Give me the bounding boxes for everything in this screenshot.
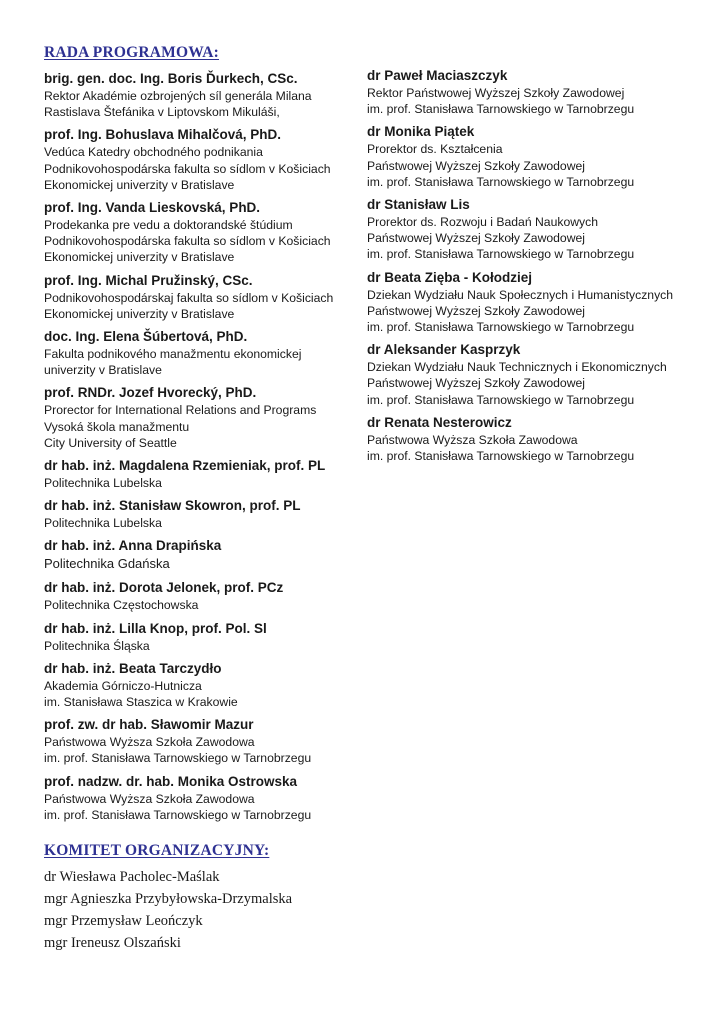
member-affiliation-line: Podnikovohospodárskaj fakulta so sídlom v Košiciach — [44, 290, 334, 305]
member-affiliation-line: Politechnika Lubelska — [44, 476, 162, 491]
member-affiliation-line: Politechnika Częstochowska — [44, 598, 199, 613]
member-affiliation-line: Dziekan Wydziału Nauk Społecznych i Humanistycznych — [367, 287, 674, 302]
council-member — [44, 620, 359, 654]
rada-left-column — [44, 70, 359, 829]
council-member — [367, 196, 717, 263]
member-affiliation-line: Vedúca Katedry obchodného podnikania — [44, 145, 263, 160]
committee-member: mgr Ireneusz Olszański — [44, 935, 181, 951]
member-affiliation-line: City University of Seattle — [44, 435, 177, 450]
member-name: prof. RNDr. Jozef Hvorecký, PhD. — [44, 385, 257, 401]
member-name: doc. Ing. Elena Šúbertová, PhD. — [44, 329, 248, 345]
council-member — [367, 341, 717, 408]
member-affiliation-line: Rektor Akadémie ozbrojených síl generála Milana — [44, 89, 312, 103]
member-name: dr hab. inż. Stanisław Skowron, prof. PL — [44, 498, 301, 514]
member-affiliation-line: im. prof. Stanisława Tarnowskiego w Tarnobrzegu — [367, 102, 635, 117]
member-name: prof. Ing. Bohuslava Mihalčová, PhD. — [44, 127, 282, 143]
member-affiliation-line: im. prof. Stanisława Tarnowskiego w Tarnobrzegu — [44, 807, 312, 822]
member-affiliation-line: Politechnika Śląska — [44, 638, 150, 653]
member-name: dr hab. inż. Anna Drapińska — [44, 538, 222, 554]
member-affiliation-line: Ekonomickej univerzity v Bratislave — [44, 250, 235, 265]
council-member — [44, 660, 359, 710]
member-affiliation-line: Państwowej Wyższej Szkoły Zawodowej — [367, 376, 585, 391]
council-member — [367, 67, 717, 117]
council-member — [44, 328, 359, 378]
member-affiliation-line: Akademia Górniczo-Hutnicza — [44, 678, 202, 693]
member-affiliation-line: Politechnika Gdańska — [44, 556, 170, 572]
member-affiliation-line: univerzity v Bratislave — [44, 363, 162, 378]
komitet-members-list — [44, 866, 292, 954]
member-affiliation-line: Państwowej Wyższej Szkoły Zawodowej — [367, 231, 585, 246]
council-member — [44, 497, 359, 531]
member-affiliation-line: Politechnika Lubelska — [44, 516, 162, 531]
member-affiliation-line: Ekonomickej univerzity v Bratislave — [44, 177, 235, 192]
member-name: dr Aleksander Kasprzyk — [367, 342, 521, 358]
committee-member: mgr Agnieszka Przybyłowska-Drzymalska — [44, 891, 293, 907]
council-member — [44, 272, 359, 322]
member-name: dr hab. inż. Beata Tarczydło — [44, 660, 222, 676]
member-name: dr hab. inż. Dorota Jelonek, prof. PCz — [44, 580, 284, 596]
member-affiliation-line: Podnikovohospodárska fakulta so sídlom v Košiciach — [44, 161, 331, 176]
member-name: dr hab. inż. Magdalena Rzemieniak, prof. PL — [44, 458, 326, 474]
member-affiliation-line: Państwowa Wyższa Szkoła Zawodowa — [44, 791, 255, 806]
member-name: dr Beata Zięba - Kołodziej — [367, 269, 533, 285]
member-affiliation-line: Ekonomickej univerzity v Bratislave — [44, 306, 235, 321]
member-affiliation-line: Prorektor ds. Rozwoju i Badań Naukowych — [367, 215, 598, 230]
member-affiliation-line: im. prof. Stanisława Tarnowskiego w Tarnobrzegu — [367, 247, 635, 262]
komitet-organizacyjny-heading: KOMITET ORGANIZACYJNY: — [44, 842, 270, 859]
member-affiliation-line: Rastislava Štefánika v Liptovskom Mikuláši, — [44, 105, 280, 120]
member-affiliation-line: Prodekanka pre vedu a doktorandské štúdium — [44, 218, 293, 233]
member-affiliation-line: im. prof. Stanisława Tarnowskiego w Tarnobrzegu — [44, 751, 312, 766]
council-member — [44, 70, 359, 120]
member-affiliation-line: im. prof. Stanisława Tarnowskiego w Tarnobrzegu — [367, 320, 635, 335]
committee-member: mgr Przemysław Leończyk — [44, 913, 203, 929]
council-member — [44, 716, 359, 766]
member-affiliation-line: Państwowej Wyższej Szkoły Zawodowej — [367, 303, 585, 318]
member-affiliation-line: Państwowa Wyższa Szkoła Zawodowa — [367, 432, 578, 447]
member-name: dr hab. inż. Lilla Knop, prof. Pol. Sl — [44, 620, 267, 636]
member-name: dr Renata Nesterowicz — [367, 414, 512, 430]
member-affiliation-line: Fakulta podnikového manažmentu ekonomickej — [44, 347, 302, 362]
council-member — [44, 384, 359, 451]
council-member — [44, 126, 359, 193]
council-member — [44, 773, 359, 823]
member-name: prof. zw. dr hab. Sławomir Mazur — [44, 717, 254, 733]
member-affiliation-line: Dziekan Wydziału Nauk Technicznych i Ekonomicznych — [367, 360, 667, 375]
member-affiliation-line: im. prof. Stanisława Tarnowskiego w Tarnobrzegu — [367, 449, 635, 464]
council-member — [44, 579, 359, 613]
member-affiliation-line: im. Stanisława Staszica w Krakowie — [44, 695, 238, 710]
member-affiliation-line: Rektor Państwowej Wyższej Szkoły Zawodowej — [367, 86, 625, 100]
council-member — [367, 414, 717, 464]
member-name: dr Monika Piątek — [367, 124, 475, 140]
council-member — [44, 537, 359, 573]
member-affiliation-line: Prorector for International Relations and Programs — [44, 403, 317, 418]
council-member — [367, 123, 717, 190]
member-name: dr Paweł Maciaszczyk — [367, 68, 508, 83]
member-affiliation-line: im. prof. Stanisława Tarnowskiego w Tarnobrzegu — [367, 392, 635, 407]
member-affiliation-line: Państwowej Wyższej Szkoły Zawodowej — [367, 158, 585, 173]
member-name: prof. nadzw. dr. hab. Monika Ostrowska — [44, 773, 298, 789]
committee-member: dr Wiesława Pacholec-Maślak — [44, 869, 220, 885]
member-affiliation-line: Prorektor ds. Kształcenia — [367, 142, 503, 157]
member-affiliation-line: Vysoká škola manažmentu — [44, 419, 190, 434]
rada-right-column — [367, 67, 717, 470]
member-affiliation-line: Państwowa Wyższa Szkoła Zawodowa — [44, 735, 255, 750]
council-member — [44, 457, 359, 491]
member-name: brig. gen. doc. Ing. Boris Ďurkech, CSc. — [44, 71, 298, 86]
council-member — [367, 269, 717, 336]
member-name: prof. Ing. Michal Pružinský, CSc. — [44, 272, 253, 288]
rada-programowa-heading: RADA PROGRAMOWA: — [44, 44, 219, 61]
member-affiliation-line: im. prof. Stanisława Tarnowskiego w Tarnobrzegu — [367, 174, 635, 189]
member-affiliation-line: Podnikovohospodárska fakulta so sídlom v Košiciach — [44, 234, 331, 249]
member-name: dr Stanisław Lis — [367, 197, 470, 213]
council-member — [44, 199, 359, 266]
member-name: prof. Ing. Vanda Lieskovská, PhD. — [44, 200, 261, 216]
